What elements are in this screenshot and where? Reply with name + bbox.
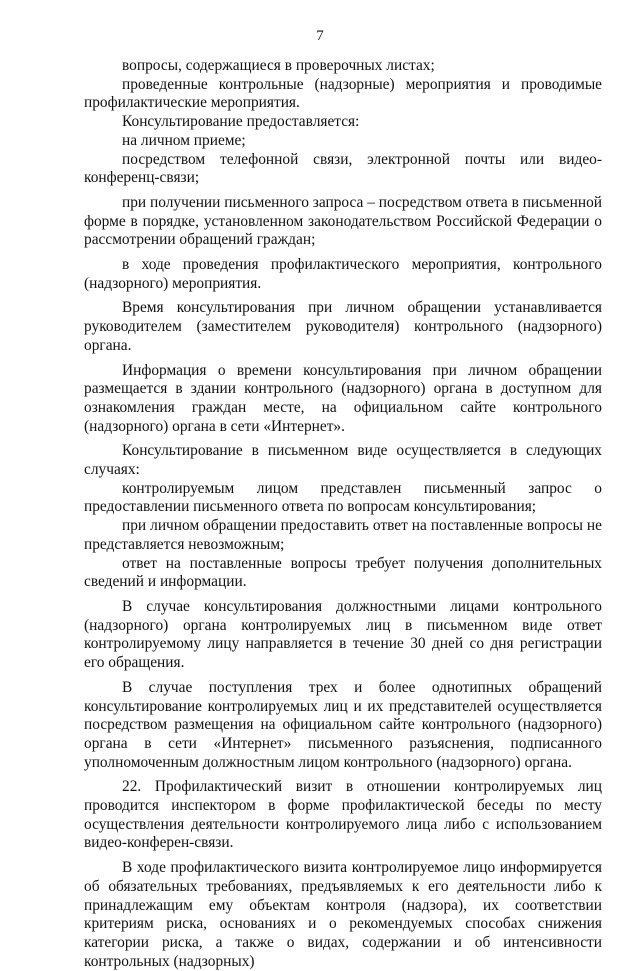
paragraph: контролируемым лицом представлен письменный запрос о предоставлении письменного ответа по вопросам консультирования;	[84, 479, 602, 516]
paragraph: Информация о времени консультирования при личном обращении размещается в здании контрольного (надзорного) органа в доступном для ознакомления граждан месте, на официальном сайте контрольного (надзорного) органа в сети «Интернет».	[84, 361, 602, 435]
paragraph: при получении письменного запроса – посредством ответа в письменной форме в порядке, установленном законодательством Российской Федерации о рассмотрении обращений граждан;	[84, 193, 602, 249]
paragraph: В ходе профилактического визита контролируемое лицо информируется об обязательных требованиях, предъявляемых к его деятельности либо к принадлежащим ему объектам контроля (надзора), их соответствии критериям риска, основаниях и о рекомендуемых способах снижения категории риска, а также о видах, содержании и об интенсивности контрольных (надзорных)	[84, 859, 602, 970]
paragraph: В случае консультирования должностными лицами контрольного (надзорного) органа контролируемых лиц в письменном виде ответ контролируемому лицу направляется в течение 30 дней со дня регистрации его обращения.	[84, 597, 602, 672]
paragraph: посредством телефонной связи, электронной почты или видео-конференц-связи;	[84, 150, 602, 187]
paragraph: в ходе проведения профилактического мероприятия, контрольного (надзорного) мероприятия.	[84, 256, 602, 292]
paragraph: проведенные контрольные (надзорные) мероприятия и проводимые профилактические мероприятия.	[84, 75, 602, 112]
paragraph: В случае поступления трех и более однотипных обращений консультирование контролируемых лиц и их представителей осуществляется посредством размещения на официальном сайте контрольного (надзорного) органа в сети «Интернет» письменного разъяснения, подписанного уполномоченным должностным лицом контрольного (надзорного) органа.	[84, 678, 602, 771]
paragraph: Консультирование предоставляется:	[122, 113, 360, 131]
paragraph: при личном обращении предоставить ответ на поставленные вопросы не представляется невозможным;	[84, 517, 602, 553]
paragraph: ответ на поставленные вопросы требует получения дополнительных сведений и информации.	[84, 554, 602, 591]
paragraph: Консультирование в письменном виде осуществляется в следующих случаях:	[84, 442, 602, 479]
document-body	[84, 57, 602, 971]
page-number: 7	[316, 28, 324, 44]
paragraph: Время консультирования при личном обращении устанавливается руководителем (заместителем руководителя) контрольного (надзорного) органа.	[84, 299, 602, 354]
paragraph: вопросы, содержащиеся в проверочных листах;	[122, 57, 435, 74]
paragraph: 22. Профилактический визит в отношении контролируемых лиц проводится инспектором в форме профилактической беседы по месту осуществления деятельности контролируемого лица либо с использованием видео-конферен-связи.	[84, 778, 602, 852]
paragraph: на личном приеме;	[122, 131, 246, 149]
